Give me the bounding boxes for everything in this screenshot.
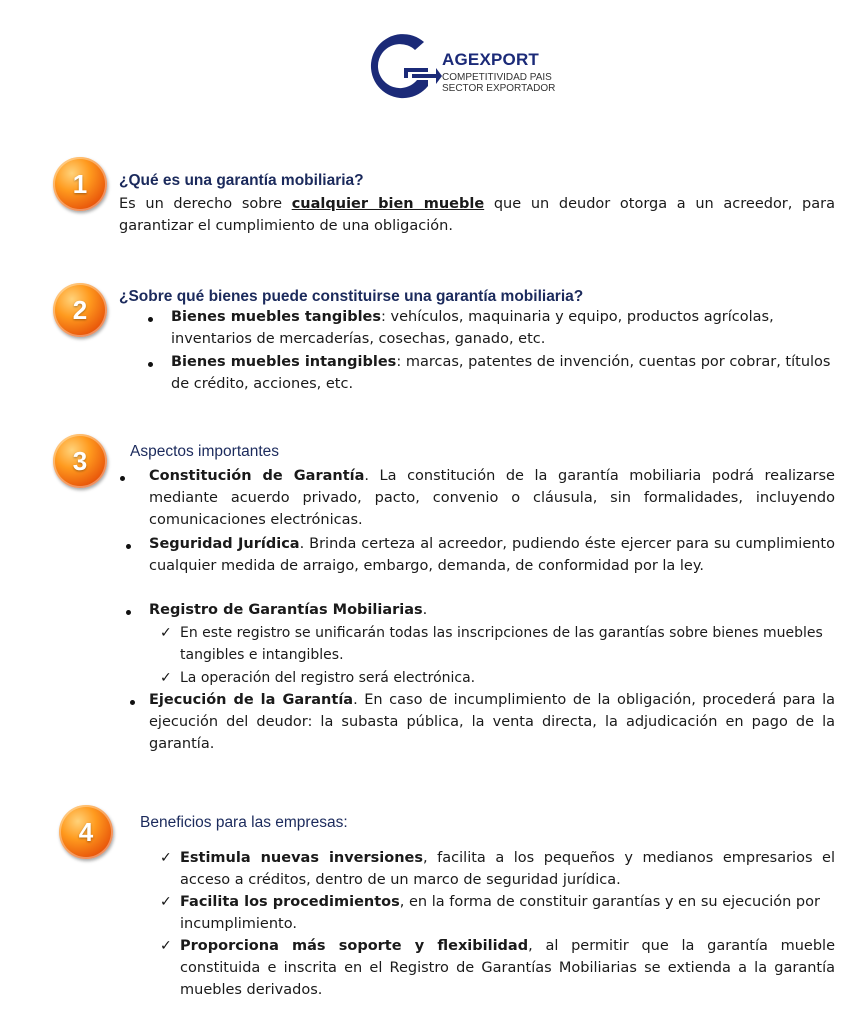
section-3-subitem-2: La operación del registro será electrónica. (180, 670, 476, 686)
section-3-item-3-text: . (422, 602, 428, 618)
bullet-icon (148, 362, 153, 367)
section-4-item-2-bold: Facilita los procedimientos (180, 894, 400, 910)
section-number-3: 3 (53, 434, 107, 488)
logo-name: AGEXPORT (442, 50, 540, 69)
section-3-title: Aspectos importantes (130, 443, 280, 460)
section-2-item-2 (171, 351, 837, 395)
logo-tagline (442, 72, 555, 94)
section-4-item-1-bold: Estimula nuevas inversiones (180, 850, 424, 866)
section-4-item-2-text: , en la forma de constituir garantías y en su ejecución por incumplimiento. (180, 894, 820, 932)
section-4-item-3 (180, 935, 835, 1001)
section-3-item-1-bold: Constitución de Garantía (149, 468, 365, 484)
bullet-icon (148, 317, 153, 322)
section-4-item-1 (180, 847, 835, 891)
section-2-title: ¿Sobre qué bienes puede constituirse una garantía mobiliaria? (119, 288, 584, 305)
logo-tagline-1: COMPETITIVIDAD PAIS (442, 72, 552, 83)
section-3-item-4 (149, 689, 835, 755)
section-2-item-1-text: : vehículos, maquinaria y equipo, productos agrícolas, inventarios de mercaderías, cosechas, ganado, etc. (171, 309, 774, 347)
checkmark-icon: ✓ (160, 625, 172, 641)
section-4-item-3-bold: Proporciona más soporte y flexibilidad (180, 938, 529, 954)
checkmark-icon: ✓ (160, 850, 172, 866)
section-3-item-2-bold: Seguridad Jurídica (149, 536, 300, 552)
checkmark-icon: ✓ (160, 894, 172, 910)
section-3-subitem-1: En este registro se unificarán todas las inscripciones de las garantías sobre bienes muebles tangibles e intangibles. (180, 625, 823, 663)
section-3-item-1-text: . La constitución de la garantía mobiliaria podrá realizarse mediante acuerdo privado, pacto, convenio o cláusula, sin formalidades, incluyendo comunicaciones electrónicas. (149, 468, 835, 528)
section-3-item-1 (149, 465, 835, 531)
checkmark-icon: ✓ (160, 938, 172, 954)
section-number-2: 2 (53, 283, 107, 337)
section-1-text-c: que un deudor otorga a un acreedor, para garantizar el cumplimiento de una obligación. (119, 196, 835, 234)
section-3-item-4-text: . En caso de incumplimiento de la obligación, procederá para la ejecución del deudor: la subasta pública, la venta directa, la adjudicación en pago de la garantía. (149, 692, 835, 752)
logo-tagline-2: SECTOR EXPORTADOR (442, 83, 556, 94)
section-2-item-2-bold: Bienes muebles intangibles (171, 354, 397, 370)
section-1-text (119, 193, 835, 237)
section-1-title: ¿Qué es una garantía mobiliaria? (119, 172, 364, 189)
section-3-item-2-text: . Brinda certeza al acreedor, pudiendo éste ejercer para su cumplimiento cualquier medida de arraigo, embargo, demanda, de conformidad por la ley. (149, 536, 835, 574)
section-3-item-3-bold: Registro de Garantías Mobiliarias (149, 602, 423, 618)
section-4-item-3-text: , al permitir que la garantía mueble constituida e inscrita en el Registro de Garantías Mobiliarias se extienda a la garantía muebles derivados. (180, 938, 836, 998)
section-2-item-1-bold: Bienes muebles tangibles (171, 309, 382, 325)
section-number-1: 1 (53, 157, 107, 211)
section-2-item-1 (171, 306, 837, 350)
section-1-text-emphasis: cualquier bien mueble (291, 196, 485, 212)
agexport-logo (362, 28, 592, 108)
section-3-item-2 (149, 533, 835, 577)
bullet-icon (120, 476, 125, 481)
section-3-item-3 (149, 599, 835, 621)
agexport-g-icon (362, 28, 446, 106)
section-4-item-2 (180, 891, 835, 935)
bullet-icon (126, 544, 131, 549)
section-3-item-4-bold: Ejecución de la Garantía (149, 692, 354, 708)
checkmark-icon: ✓ (160, 670, 172, 686)
section-number-4: 4 (59, 805, 113, 859)
section-4-item-1-text: , facilita a los pequeños y medianos empresarios el acceso a créditos, dentro de un marco de seguridad jurídica. (180, 850, 835, 888)
bullet-icon (130, 700, 135, 705)
bullet-icon (126, 610, 131, 615)
section-4-title: Beneficios para las empresas: (140, 814, 348, 831)
section-1-text-a: Es un derecho sobre (119, 196, 292, 212)
section-2-item-2-text: : marcas, patentes de invención, cuentas por cobrar, títulos de crédito, acciones, etc. (171, 354, 831, 392)
